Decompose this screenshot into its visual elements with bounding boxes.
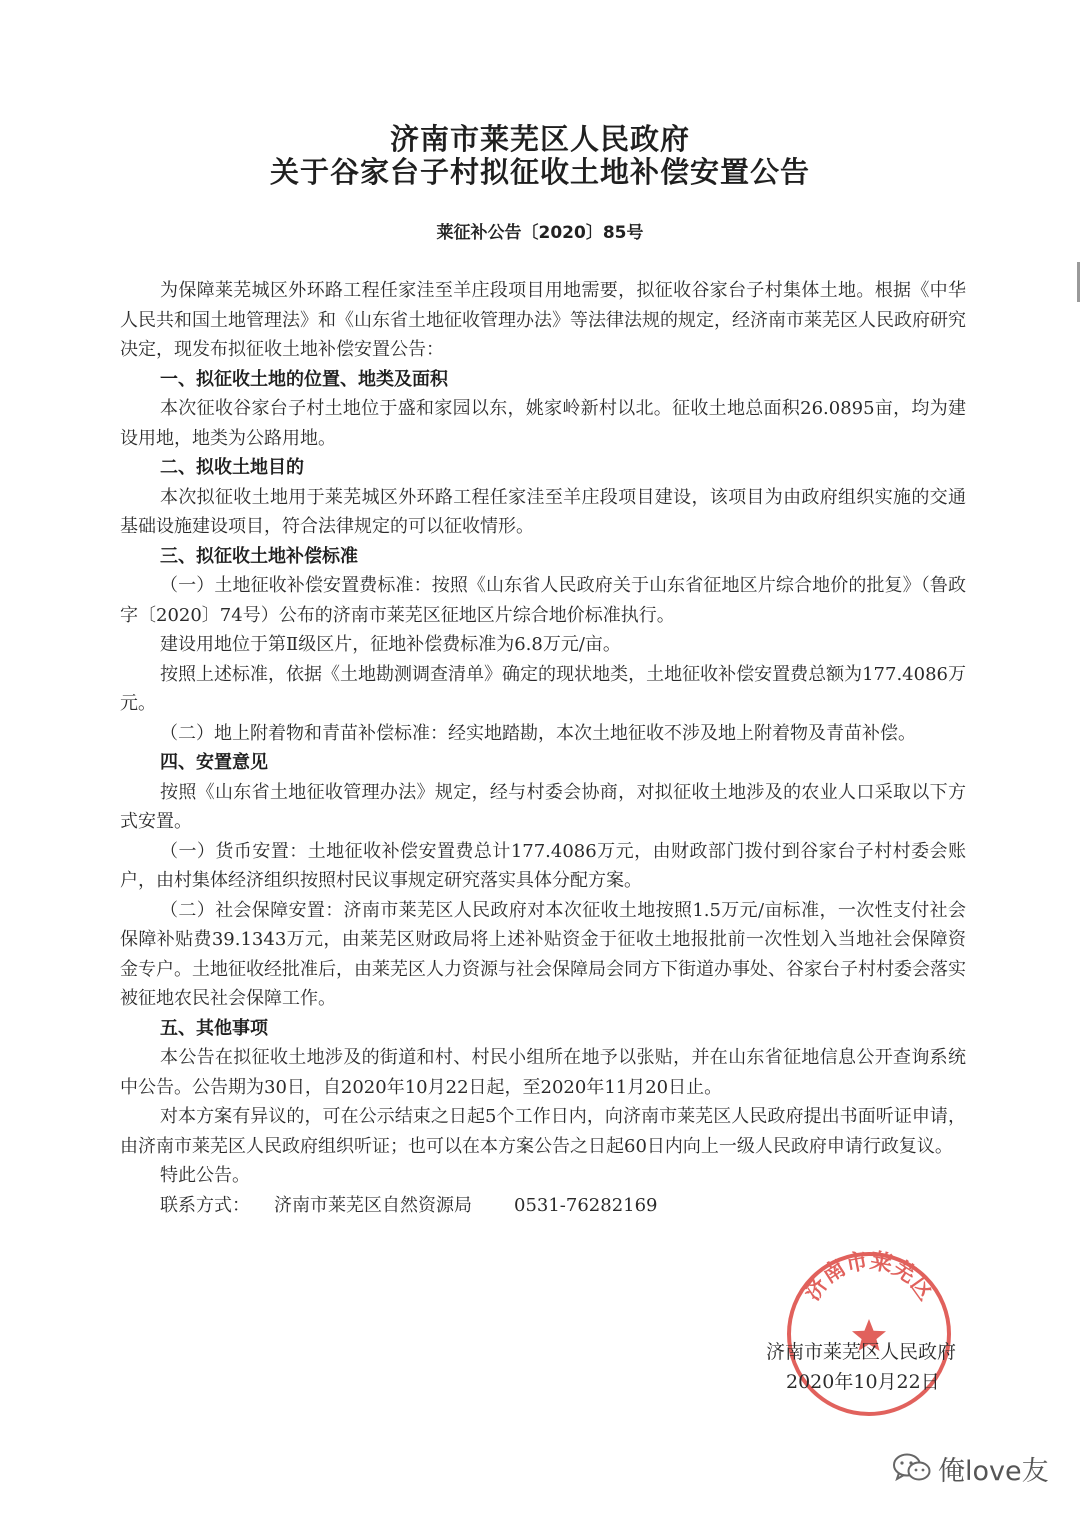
title-line-1: 济南市莱芜区人民政府 [389,122,690,156]
body-paragraph: 按照上述标准，依据《土地勘测调查清单》确定的现状地类，土地征收补偿安置费总额为177.4086万元。 [120,663,966,714]
section-heading: 三、拟征收土地补偿标准 [160,545,358,567]
section-heading: 一、拟征收土地的位置、地类及面积 [160,368,448,390]
body-paragraph: 为保障莱芜城区外环路工程任家洼至羊庄段项目用地需要，拟征收谷家台子村集体土地。根据《中华人民共和国土地管理法》和《山东省土地征收管理办法》等法律法规的规定，经济南市莱芜区人民政府研究决定，现发布拟征收土地补偿安置公告： [120,280,966,360]
body-paragraph: 对本方案有异议的，可在公示结束之日起5个工作日内，向济南市莱芜区人民政府提出书面听证申请，由济南市莱芜区人民政府组织听证；也可以在本方案公告之日起60日内向上一级人民政府申请行政复议。 [120,1106,966,1157]
notice-body [120,276,966,1220]
body-paragraph: 本次征收谷家台子村土地位于盛和家园以东，姚家岭新村以北。征收土地总面积26.0895亩，均为建设用地，地类为公路用地。 [120,398,966,449]
signature-block [766,1337,976,1397]
section-heading: 五、其他事项 [160,1017,268,1039]
contact-label: 联系方式： [160,1194,250,1216]
wechat-icon [892,1452,932,1484]
seal-text: 济南市莱芜区 [799,1248,939,1306]
document-number: 莱征补公告〔2020〕85号 [436,223,644,243]
body-paragraph: （一）货币安置：土地征收补偿安置费总计177.4086万元，由财政部门拨付到谷家台子村村委会账户，由村集体经济组织按照村民议事规定研究落实具体分配方案。 [120,840,966,891]
section-heading: 四、安置意见 [160,752,268,773]
contact-phone: 0531-76282169 [514,1194,658,1216]
body-paragraph: 本次拟征收土地用于莱芜城区外环路工程任家洼至羊庄段项目建设，该项目为由政府组织实施的交通基础设施建设项目，符合法律规定的可以征收情形。 [120,486,966,537]
section-heading: 二、拟收土地目的 [160,457,304,478]
body-paragraph: 本公告在拟征收土地涉及的街道和村、村民小组所在地予以张贴，并在山东省征地信息公开查询系统中公告。公告期为30日，自2020年10月22日起，至2020年11月20日止。 [120,1047,966,1098]
contact-line [120,1191,966,1221]
body-paragraph: （二）地上附着物和青苗补偿标准：经实地踏勘，本次土地征收不涉及地上附着物及青苗补偿。 [160,722,916,744]
body-paragraph: 特此公告。 [160,1165,250,1186]
signature-org: 济南市莱芜区人民政府 [766,1341,957,1363]
body-paragraph: （二）社会保障安置：济南市莱芜区人民政府对本次征收土地按照1.5万元/亩标准，一次性支付社会保障补贴费39.1343万元，由莱芜区财政局将上述补贴资金于征收土地报批前一次性划入当地社会保障资金专户。土地征收经批准后，由莱芜区人力资源与社会保障局会同方下街道办事处、谷家台子村村委会落实被征地农民社会保障工作。 [120,899,966,1009]
watermark [892,1448,1049,1488]
body-paragraph: 建设用地位于第Ⅱ级区片，征地补偿费标准为6.8万元/亩。 [160,634,621,655]
body-paragraph: （一）土地征收补偿安置费标准：按照《山东省人民政府关于山东省征地区片综合地价的批复》（鲁政字〔2020〕74号）公布的济南市莱芜区征地区片综合地价标准执行。 [120,575,966,626]
title-line-2: 关于谷家台子村拟征收土地补偿安置公告 [269,155,810,189]
body-paragraph: 按照《山东省土地征收管理办法》规定，经与村委会协商，对拟征收土地涉及的农业人口采取以下方式安置。 [120,781,966,832]
signature-date: 2020年10月22日 [786,1371,940,1393]
watermark-text: 俺love友 [938,1455,1049,1487]
contact-org: 济南市莱芜区自然资源局 [274,1194,472,1216]
